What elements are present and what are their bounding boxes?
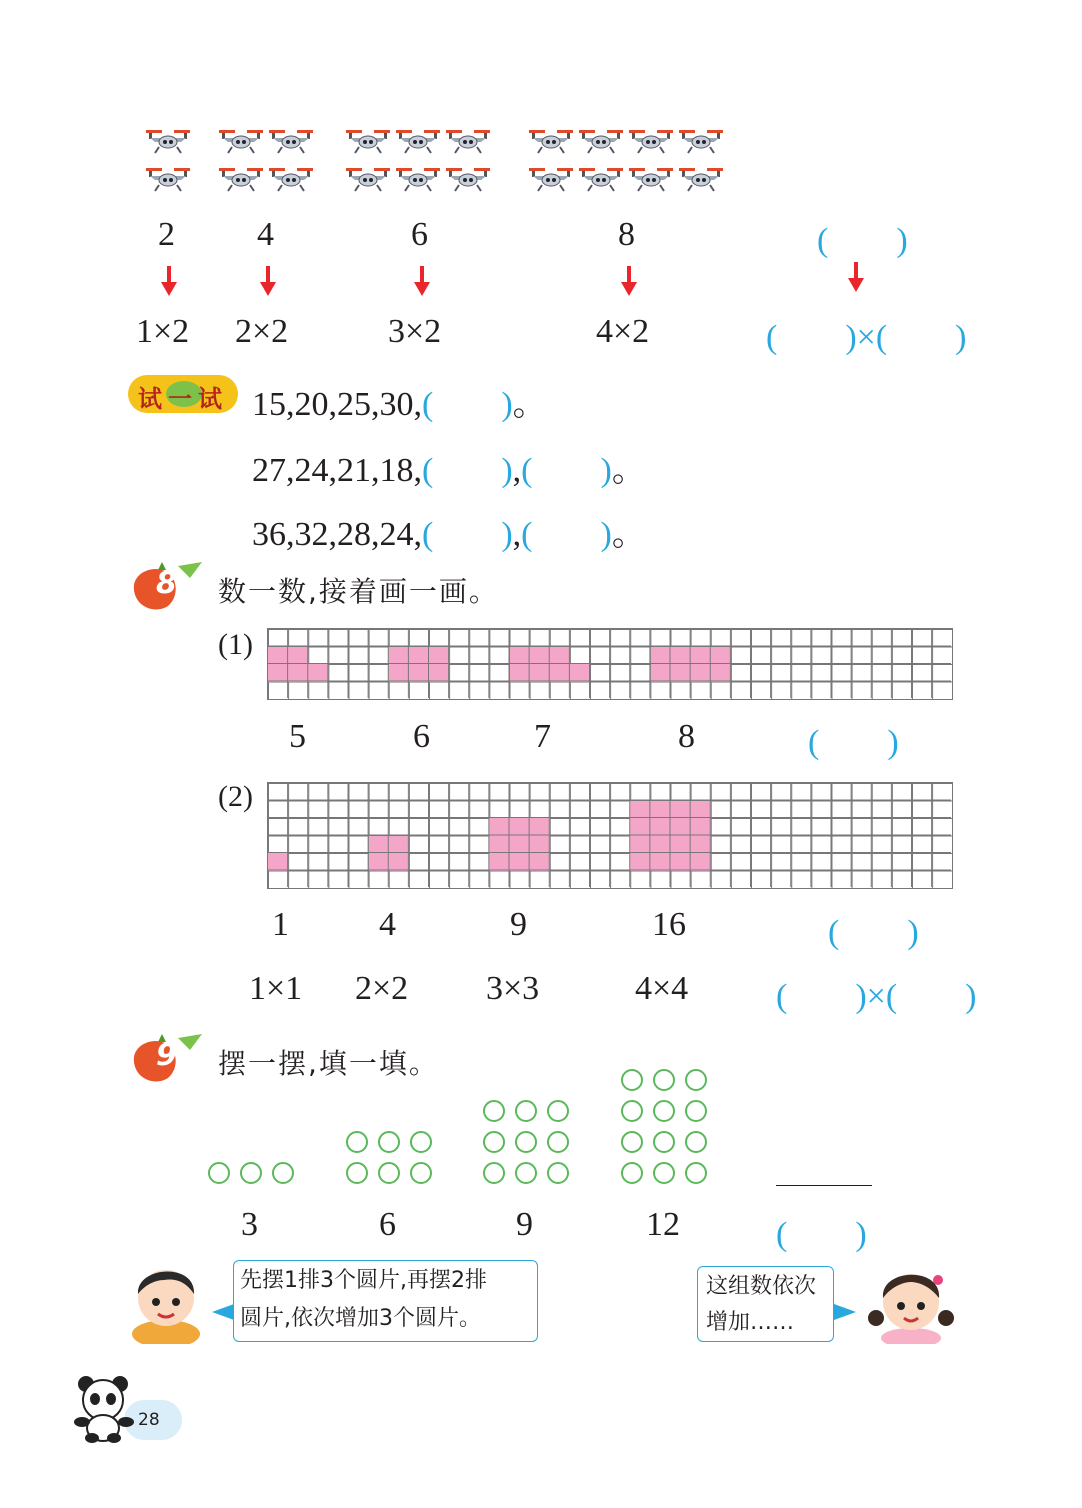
count-label: 4 <box>379 906 396 943</box>
answer-product-blank[interactable]: ( )×( ) <box>776 978 977 1015</box>
question-8-title: 数一数,接着画一画。 <box>218 575 499 608</box>
drone-icon <box>145 128 191 154</box>
part-label: (1) <box>218 628 253 661</box>
try-it-badge <box>128 375 238 415</box>
question-9-badge <box>128 1032 204 1084</box>
drone-icon <box>445 128 491 154</box>
question-number: 9 <box>156 1038 177 1073</box>
drone-icon <box>528 128 574 154</box>
boy-speech-bubble <box>233 1260 538 1342</box>
circle-chip <box>653 1131 675 1153</box>
circle-chip <box>685 1069 707 1091</box>
circle-chip <box>410 1131 432 1153</box>
drone-group-3 <box>345 128 495 198</box>
drone-count: 6 <box>411 216 428 253</box>
count-label: 16 <box>652 906 686 943</box>
count-label: 5 <box>289 718 306 755</box>
down-arrow-icon <box>161 266 177 296</box>
count-label: 9 <box>510 906 527 943</box>
circle-chip <box>515 1131 537 1153</box>
down-arrow-icon <box>260 266 276 296</box>
circle-chip <box>653 1100 675 1122</box>
answer-blank[interactable]: ( ) <box>828 914 919 951</box>
bubble-tail <box>834 1304 856 1320</box>
count-label: 7 <box>534 718 551 755</box>
drone-icon <box>345 128 391 154</box>
drone-icon <box>628 166 674 192</box>
drone-count: 2 <box>158 216 175 253</box>
circle-chip <box>483 1162 505 1184</box>
comma: , <box>512 516 522 553</box>
circle-chip <box>547 1162 569 1184</box>
question-9-title: 摆一摆,填一填。 <box>218 1047 439 1080</box>
count-label: 9 <box>516 1206 533 1243</box>
try-seq-3 <box>252 506 646 555</box>
circle-chip <box>272 1162 294 1184</box>
answer-blank[interactable]: ( ) <box>817 222 908 259</box>
circle-chip <box>208 1162 230 1184</box>
girl-speech-bubble <box>697 1266 834 1342</box>
drone-product: 2×2 <box>235 313 289 350</box>
bubble-line: 先摆1排3个圆片,再摆2排 <box>240 1268 487 1293</box>
drone-product: 3×2 <box>388 313 442 350</box>
period: 。 <box>611 516 646 553</box>
circle-group-12 <box>621 1069 711 1189</box>
question-8-badge <box>128 560 204 612</box>
drawing-line[interactable] <box>776 1185 872 1186</box>
drone-group-4 <box>528 128 728 198</box>
drone-icon <box>145 166 191 192</box>
drone-icon <box>268 166 314 192</box>
drone-icon <box>218 128 264 154</box>
grid-2 <box>267 782 953 889</box>
count-label: 8 <box>678 718 695 755</box>
drone-icon <box>628 128 674 154</box>
square-product: 4×4 <box>635 970 689 1007</box>
down-arrow-icon <box>621 266 637 296</box>
answer-blank[interactable]: ( ) <box>422 452 513 489</box>
circle-chip <box>378 1162 400 1184</box>
answer-blank[interactable]: ( ) <box>422 386 513 423</box>
circle-group-9 <box>483 1100 573 1190</box>
circle-chip <box>240 1162 262 1184</box>
drone-icon <box>578 166 624 192</box>
circle-chip <box>547 1131 569 1153</box>
circle-chip <box>685 1162 707 1184</box>
circle-chip <box>653 1069 675 1091</box>
drone-icon <box>445 166 491 192</box>
answer-blank[interactable]: ( ) <box>521 452 612 489</box>
bubble-tail <box>212 1304 234 1320</box>
grid-1 <box>267 628 953 700</box>
drone-icon <box>678 128 724 154</box>
sequence-text: 15,20,25,30, <box>252 386 422 423</box>
circle-chip <box>378 1131 400 1153</box>
count-label: 6 <box>413 718 430 755</box>
girl-avatar <box>866 1258 956 1344</box>
circle-chip <box>547 1100 569 1122</box>
drone-icon <box>578 128 624 154</box>
circle-chip <box>483 1100 505 1122</box>
drone-icon <box>395 166 441 192</box>
answer-blank[interactable]: ( ) <box>521 516 612 553</box>
count-label: 3 <box>241 1206 258 1243</box>
down-arrow-icon <box>414 266 430 296</box>
circle-chip <box>621 1131 643 1153</box>
circle-chip <box>410 1162 432 1184</box>
period: 。 <box>512 386 547 423</box>
sequence-text: 36,32,28,24, <box>252 516 422 553</box>
part-label: (2) <box>218 780 253 813</box>
answer-product-blank[interactable]: ( )×( ) <box>766 319 967 356</box>
circle-chip <box>621 1100 643 1122</box>
panda-icon <box>70 1372 140 1444</box>
circle-chip <box>685 1100 707 1122</box>
period: 。 <box>611 452 646 489</box>
question-number: 8 <box>156 566 177 601</box>
sequence-text: 27,24,21,18, <box>252 452 422 489</box>
circle-group-3 <box>208 1162 298 1188</box>
drone-icon <box>345 166 391 192</box>
drone-group-2 <box>218 128 318 198</box>
drone-icon <box>528 166 574 192</box>
comma: , <box>512 452 522 489</box>
circle-chip <box>621 1069 643 1091</box>
count-label: 12 <box>646 1206 680 1243</box>
drone-count: 8 <box>618 216 635 253</box>
circle-chip <box>621 1162 643 1184</box>
drone-group-1 <box>145 128 195 198</box>
bubble-line: 圆片,依次增加3个圆片。 <box>240 1306 481 1331</box>
boy-avatar <box>126 1256 206 1344</box>
circle-chip <box>685 1131 707 1153</box>
square-product: 2×2 <box>355 970 409 1007</box>
circle-chip <box>346 1131 368 1153</box>
circle-chip <box>515 1100 537 1122</box>
try-seq-2 <box>252 442 646 491</box>
count-label: 1 <box>272 906 289 943</box>
count-label: 6 <box>379 1206 396 1243</box>
answer-blank[interactable]: ( ) <box>808 724 899 761</box>
circle-chip <box>515 1162 537 1184</box>
drone-count: 4 <box>257 216 274 253</box>
circle-chip <box>653 1162 675 1184</box>
drone-icon <box>218 166 264 192</box>
bubble-line: 这组数依次 <box>706 1274 817 1299</box>
drone-icon <box>268 128 314 154</box>
square-product: 1×1 <box>249 970 303 1007</box>
drone-product: 1×2 <box>136 313 190 350</box>
circle-group-6 <box>346 1131 436 1189</box>
answer-blank[interactable]: ( ) <box>776 1216 867 1253</box>
down-arrow-icon <box>848 262 864 292</box>
try-seq-1 <box>252 376 547 425</box>
try-it-label: 试一试 <box>138 385 228 413</box>
page-number: 28 <box>138 1410 160 1430</box>
drone-product: 4×2 <box>596 313 650 350</box>
drone-icon <box>678 166 724 192</box>
answer-blank[interactable]: ( ) <box>422 516 513 553</box>
circle-chip <box>483 1131 505 1153</box>
drone-icon <box>395 128 441 154</box>
bubble-line: 增加…… <box>706 1310 795 1335</box>
circle-chip <box>346 1162 368 1184</box>
square-product: 3×3 <box>486 970 540 1007</box>
